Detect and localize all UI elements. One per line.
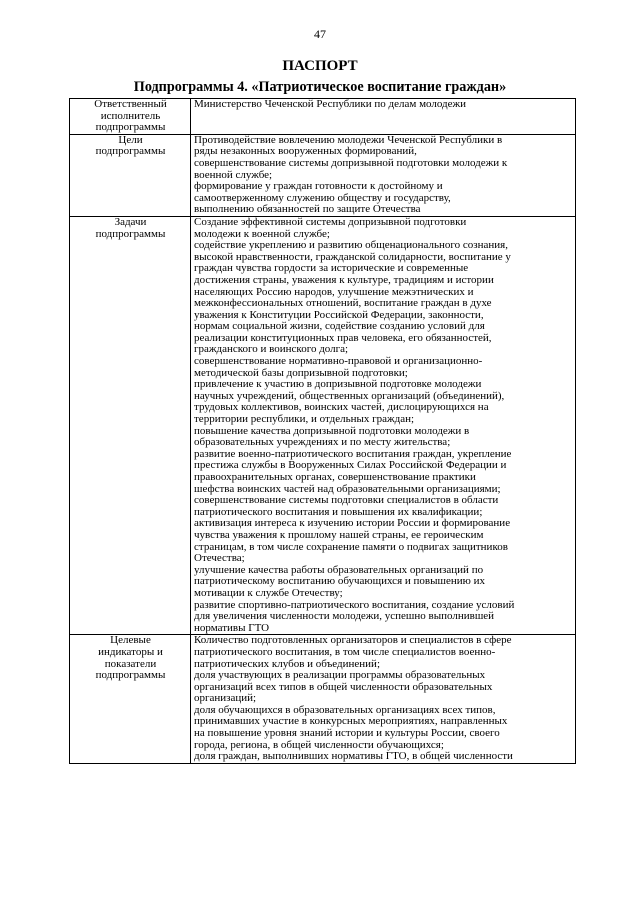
row-label-line: исполнитель <box>100 110 161 122</box>
document-title: ПАСПОРТ <box>282 58 358 74</box>
row-value-line: доля граждан, выполнивших нормативы ГТО, в общей численности <box>194 751 513 763</box>
row-value-line: привлечение к участию в допризывной подготовке молодежи <box>194 379 482 391</box>
row-value-line: развитие спортивно-патриотического воспитания, создание условий <box>194 599 515 611</box>
page-number: 47 <box>314 27 326 41</box>
row-label-line: подпрограммы <box>95 122 166 134</box>
row-value-line: правоохранительных органах, совершенствование практики <box>194 472 476 483</box>
row-label-cell <box>70 99 191 135</box>
row-value-line: Противодействие вовлечению молодежи Чеченской Республики в <box>194 134 503 146</box>
row-label-line: Задачи <box>114 216 147 228</box>
row-value-line: молодежи к военной службе; <box>194 228 330 240</box>
row-value-line: доля обучающихся в образовательных организациях всех типов, <box>194 704 496 716</box>
row-value-line: патриотических клубов и объединений; <box>194 658 380 670</box>
row-label-line: индикаторы и <box>98 646 163 658</box>
row-value-line: патриотического воспитания, в том числе специалистов военно- <box>194 646 496 658</box>
row-value-line: улучшение качества работы образовательных организаций по <box>194 564 484 576</box>
row-value-line: Отечества; <box>194 553 245 565</box>
document-subtitle: Подпрограммы 4. «Патриотическое воспитание граждан» <box>133 79 507 95</box>
row-label-cell <box>70 635 191 764</box>
row-value-line: достижения страны, уважения к культуре, традициям и истории <box>194 274 494 286</box>
row-label-cell <box>70 134 191 216</box>
row-value-line: территории республики, и отдельных граждан; <box>194 414 415 426</box>
table-row <box>70 134 576 216</box>
row-value-line: совершенствование системы подготовки специалистов в области <box>194 495 499 507</box>
row-value-line: содействие укреплению и развитию общенационального сознания, <box>194 240 508 252</box>
table-row <box>70 635 576 764</box>
row-value-line: совершенствование системы допризывной подготовки молодежи к <box>194 157 508 169</box>
row-value-line: нормам социальной жизни, содействие созданию условий для <box>194 321 485 333</box>
table-row <box>70 216 576 634</box>
row-value-line: самоотверженному служению обществу и государству, <box>194 192 451 204</box>
table-row <box>70 99 576 135</box>
row-label-line: подпрограммы <box>95 146 166 158</box>
row-value-line: организаций; <box>194 693 257 705</box>
row-value-line: чувства уважения к прошлому нашей страны, ее героическим <box>194 529 484 541</box>
row-label-line: подпрограммы <box>95 228 166 240</box>
row-value-line: научных учреждений, общественных организаций (объединений), <box>194 390 505 402</box>
passport-table-body <box>70 99 576 764</box>
row-value-cell <box>191 216 576 634</box>
row-value-line: активизация интереса к изучению истории России и формирование <box>194 518 511 530</box>
row-label-line: Целевые <box>110 635 151 647</box>
row-label-line: показатели <box>104 658 157 670</box>
row-value-line: граждан чувства гордости за исторические и современные <box>194 263 469 275</box>
row-value-line: страницам, в том числе сохранение памяти о подвигах защитников <box>194 541 508 553</box>
row-value-line: организаций всех типов в общей численности образовательных <box>194 681 493 693</box>
row-value-line: методической базы допризывной подготовки; <box>194 367 408 379</box>
row-value-line: патриотического воспитания и повышения их квалификации; <box>194 506 483 518</box>
row-label-line: подпрограммы <box>95 670 166 682</box>
row-value-line: военной службе; <box>194 169 273 181</box>
row-value-line: трудовых коллективов, воинских частей, дислоцирующихся на <box>194 402 489 414</box>
row-value-line: ряды незаконных вооруженных формирований, <box>194 146 417 158</box>
row-value-line: реализации конституционных прав человека, его обязанностей, <box>194 332 492 344</box>
row-value-line: шефства воинских частей над образовательными организациями; <box>194 483 501 495</box>
row-value-line: гражданского и воинского долга; <box>194 344 349 356</box>
row-value-line: развитие военно-патриотического воспитания граждан, укрепление <box>194 448 512 460</box>
row-value-line: формирование у граждан готовности к достойному и <box>194 181 443 193</box>
row-value-cell <box>191 635 576 764</box>
row-value-line: образовательных учреждениях и по месту жительства; <box>194 437 451 449</box>
row-value-line: нормативы ГТО <box>194 622 270 634</box>
row-value-line: межконфессиональных отношений, воспитание граждан в духе <box>194 298 492 310</box>
row-value-line: престижа службы в Вооруженных Силах Российской Федерации и <box>194 460 507 472</box>
row-value-line: Создание эффективной системы допризывной подготовки <box>194 216 467 228</box>
row-value-line: совершенствование нормативно-правовой и организационно- <box>194 356 483 368</box>
row-value-line: принимавших участие в конкурсных мероприятиях, направленных <box>194 716 508 728</box>
row-value-line: для увеличения численности молодежи, успешно выполнившей <box>194 611 495 623</box>
row-value-cell <box>191 99 576 135</box>
row-value-line: Количество подготовленных организаторов и специалистов в сфере <box>194 635 512 647</box>
row-value-line: уважения к Конституции Российской Федерации, законности, <box>194 309 484 321</box>
row-label-line: Цели <box>118 134 143 146</box>
row-value-line: патриотическому воспитанию обучающихся и повышению их <box>194 576 485 588</box>
row-value-line: города, региона, в общей численности обучающихся; <box>194 739 444 751</box>
row-value-line: доля участвующих в реализации программы образовательных <box>194 670 486 682</box>
row-value-line: повышение качества допризывной подготовки молодежи в <box>194 425 470 437</box>
row-label-line: Ответственный <box>94 99 167 110</box>
row-value-line: мотивации к службе Отечеству; <box>194 587 343 599</box>
passport-table <box>69 98 576 764</box>
row-value-line: на повышение уровня знаний истории и культуры России, своего <box>194 728 500 740</box>
row-value-line: населяющих Россию народов, улучшение межэтнических и <box>194 286 474 298</box>
row-value-cell <box>191 134 576 216</box>
row-value-line: высокой нравственности, гражданской солидарности, воспитание у <box>194 251 511 263</box>
row-label-cell <box>70 216 191 634</box>
row-value-line: Министерство Чеченской Республики по делам молодежи <box>194 99 467 110</box>
row-value-line: выполнению обязанностей по защите Отечества <box>194 204 421 216</box>
